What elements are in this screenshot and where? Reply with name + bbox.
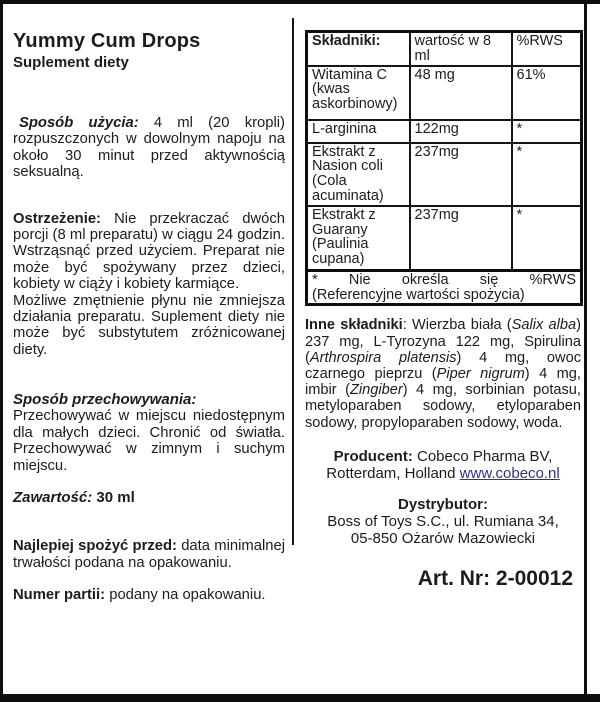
other-ingredients-label: Inne składniki [305, 317, 403, 334]
table-row [307, 120, 582, 143]
ingredient-rws: * [512, 206, 582, 271]
label-left-edge [0, 0, 3, 702]
table-row [307, 206, 582, 271]
batch-line [13, 587, 285, 603]
ingredient-rws: * [512, 120, 582, 143]
table-footnote [307, 270, 582, 305]
other-ingredients-text: : Wierzba biała (Salix alba) 237 mg, L-Tyrozyna 122 mg, Spirulina (Arthrospira platensis) 4 mg, owoc czarnego pieprzu (Piper nigrum) 4 mg, imbir (Zingiber) 4 mg, sorbinian potasu, metyloparaben sodowy, etyloparaben sodowy, propyloparaben sodowy, woda. [305, 317, 582, 431]
ingredient-value: 48 mg [410, 66, 512, 120]
label-top-edge [0, 0, 600, 4]
distributor-line2: 05-850 Ożarów Mazowiecki [350, 529, 536, 547]
product-title: Yummy Cum Drops [13, 30, 201, 52]
warning-paragraph-2: Możliwe zmętnienie płynu nie zmniejsza działania preparatu. Suplement diety nie może być substytutem zróżnicowanej diety. [13, 292, 285, 358]
ingredient-name: L-arginina [307, 120, 410, 143]
ingredient-name: Witamina C (kwas askorbinowy) [307, 66, 410, 120]
left-column [13, 30, 285, 604]
producer-text: Cobeco Pharma BV, Rotterdam, Holland [326, 447, 553, 482]
usage-paragraph [13, 115, 285, 181]
cobeco-website-link[interactable]: www.cobeco.nl [459, 464, 560, 482]
ingredient-name: Ekstrakt z Nasion coli (Cola acuminata) [307, 143, 410, 206]
article-number: Art. Nr: 2-00012 [417, 566, 573, 590]
product-subtitle: Suplement diety [13, 54, 129, 71]
label-bottom-edge [0, 694, 600, 702]
column-divider [292, 18, 294, 545]
ingredient-name: Ekstrakt z Guarany (Paulinia cupana) [307, 206, 410, 271]
other-ingredients-paragraph [305, 317, 581, 430]
label-right-edge [584, 0, 587, 702]
table-row [307, 66, 582, 120]
distributor-line1: Boss of Toys S.C., ul. Rumiana 34, [327, 512, 559, 530]
footnote-line2: (Referencyjne wartości spożycia) [312, 286, 525, 303]
distributor-label: Dystrybutor: [397, 495, 488, 513]
footnote-line1: * Nie określa się %RWS [312, 271, 576, 288]
content-label: Zawartość: [13, 488, 93, 506]
ingredient-value: 122mg [410, 120, 512, 143]
table-header-row [307, 32, 582, 66]
header-ingredients: Składniki: [307, 32, 410, 66]
ingredient-value: 237mg [410, 206, 512, 271]
warning-label: Ostrzeżenie: [13, 210, 101, 227]
ingredient-value: 237mg [410, 143, 512, 206]
content-line [13, 490, 285, 506]
storage-heading: Sposób przechowywania: [13, 391, 197, 409]
batch-text: podany na opakowaniu. [109, 587, 266, 604]
content-value: 30 ml [96, 488, 135, 506]
ingredient-rws: * [512, 143, 582, 206]
producer-label: Producent: [333, 447, 413, 465]
warning-text: Nie przekraczać dwóch porcji (8 ml preparatu) w ciągu 24 godzin. Wstrząsnąć przed użyciem. Preparat nie może być spożywany przez dzieci, kobiety w ciąży i kobiety karmiące. [13, 210, 285, 293]
ingredient-rws: 61% [512, 66, 582, 120]
producer-info [318, 448, 568, 482]
ingredients-table [305, 30, 583, 306]
distributor-info [305, 496, 581, 547]
best-before-label: Najlepiej spożyć przed: [13, 538, 177, 555]
best-before-text: data minimalnej trwałości podana na opakowaniu. [13, 538, 285, 571]
usage-label: Sposób użycia: [19, 115, 139, 131]
storage-text: Przechowywać w miejscu niedostępnym dla małych dzieci. Chronić od światła. Przechowywać w zimnym i suchym miejscu. [13, 408, 285, 474]
table-footnote-row [307, 270, 582, 305]
warning-paragraph [13, 211, 285, 293]
header-rws: %RWS [512, 32, 582, 66]
batch-label: Numer partii: [13, 587, 106, 604]
table-row [307, 143, 582, 206]
header-value: wartość w 8 ml [410, 32, 512, 66]
right-column [305, 30, 581, 591]
usage-text: 4 ml (20 kropli) rozpuszczonych w dowolnym napoju na około 30 minut przed aktywnością seksualną. [13, 115, 285, 181]
best-before-line [13, 538, 285, 571]
